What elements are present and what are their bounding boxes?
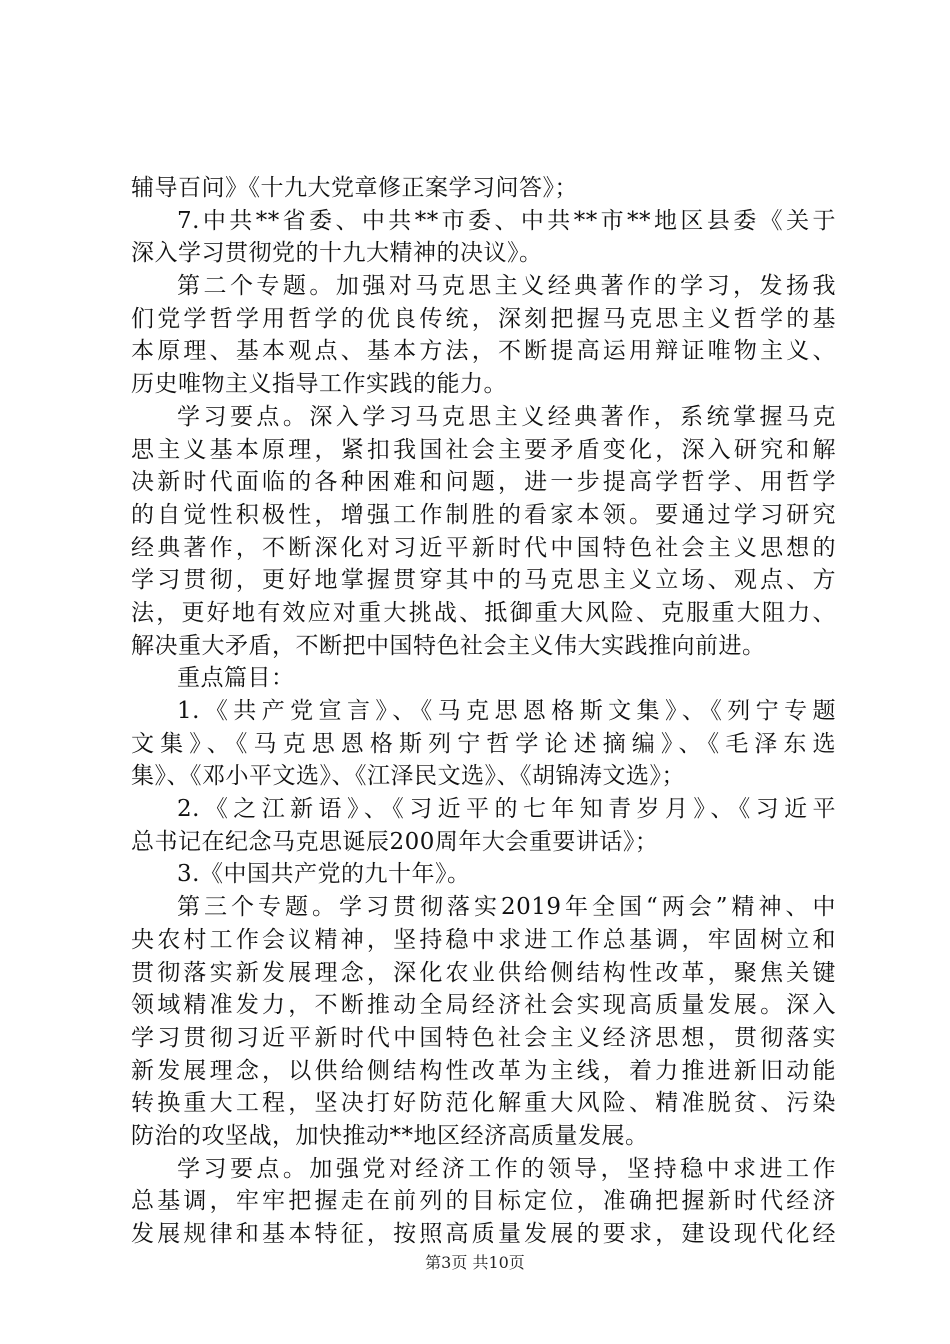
text-line: 决新时代面临的各种困难和问题，进一步提高学哲学、用哲学 <box>131 469 836 496</box>
text-line: 解决重大矛盾，不断把中国特色社会主义伟大实践推向前进。 <box>131 632 766 659</box>
text-line: 1.《共产党宣言》、《马克思恩格斯文集》、《列宁专题 <box>177 698 836 724</box>
text-line: 重点篇目： <box>177 665 295 692</box>
text-line: 发展规律和基本特征，按照高质量发展的要求，建设现代化经 <box>131 1221 836 1247</box>
text-line: 2.《之江新语》、《习近平的七年知青岁月》、《习近平 <box>177 796 836 823</box>
text-line: 的自觉性积极性，增强工作制胜的看家本领。要通过学习研究 <box>131 501 836 528</box>
text-line: 7.中共**省委、中共**市委、中共**市**地区县委《关于 <box>177 207 836 234</box>
text-line: 第二个专题。加强对马克思主义经典著作的学习，发扬我 <box>177 273 836 300</box>
text-line: 总基调，牢牢把握走在前列的目标定位，准确把握新时代经济 <box>131 1188 836 1215</box>
text-line: 3.《中国共产党的九十年》。 <box>177 861 471 888</box>
text-line: 贯彻落实新发展理念，深化农业供给侧结构性改革，聚焦关键 <box>131 959 836 986</box>
text-line: 转换重大工程，坚决打好防范化解重大风险、精准脱贫、污染 <box>131 1090 836 1117</box>
page-footer: 第3页 共10页 <box>425 1253 525 1272</box>
text-line: 辅导百问》《十九大党章修正案学习问答》； <box>131 175 578 201</box>
text-line: 学习贯彻，更好地掌握贯穿其中的马克思主义立场、观点、方 <box>131 567 836 594</box>
text-line: 文集》、《马克思恩格斯列宁哲学论述摘编》、《毛泽东选 <box>131 730 836 757</box>
text-line: 新发展理念，以供给侧结构性改革为主线，着力推进新旧动能 <box>131 1057 836 1084</box>
text-line: 领域精准发力，不断推动全局经济社会实现高质量发展。深入 <box>131 992 836 1019</box>
text-line: 法，更好地有效应对重大挑战、抵御重大风险、克服重大阻力、 <box>131 599 836 626</box>
text-line: 学习要点。深入学习马克思主义经典著作，系统掌握马克 <box>177 403 836 430</box>
text-line: 深入学习贯彻党的十九大精神的决议》。 <box>131 240 543 267</box>
document-body <box>131 172 836 1251</box>
text-line: 防治的攻坚战，加快推动**地区经济高质量发展。 <box>131 1122 649 1149</box>
text-line: 第三个专题。学习贯彻落实2019年全国“两会”精神、中 <box>177 894 836 921</box>
text-line: 学习要点。加强党对经济工作的领导，坚持稳中求进工作 <box>177 1155 836 1182</box>
text-line: 集》、《邓小平文选》、《江泽民文选》、《胡锦涛文选》； <box>131 763 685 790</box>
text-line: 央农村工作会议精神，坚持稳中求进工作总基调，牢固树立和 <box>131 926 836 953</box>
text-line: 历史唯物主义指导工作实践的能力。 <box>131 371 507 398</box>
text-line: 思主义基本原理，紧扣我国社会主要矛盾变化，深入研究和解 <box>131 436 836 463</box>
text-line: 本原理、基本观点、基本方法，不断提高运用辩证唯物主义、 <box>131 338 836 365</box>
text-line: 学习贯彻习近平新时代中国特色社会主义经济思想，贯彻落实 <box>131 1024 836 1051</box>
text-line: 们党学哲学用哲学的优良传统，深刻把握马克思主义哲学的基 <box>131 305 836 332</box>
text-line: 总书记在纪念马克思诞辰200周年大会重要讲话》； <box>131 828 659 855</box>
text-line: 经典著作，不断深化对习近平新时代中国特色社会主义思想的 <box>131 534 836 561</box>
